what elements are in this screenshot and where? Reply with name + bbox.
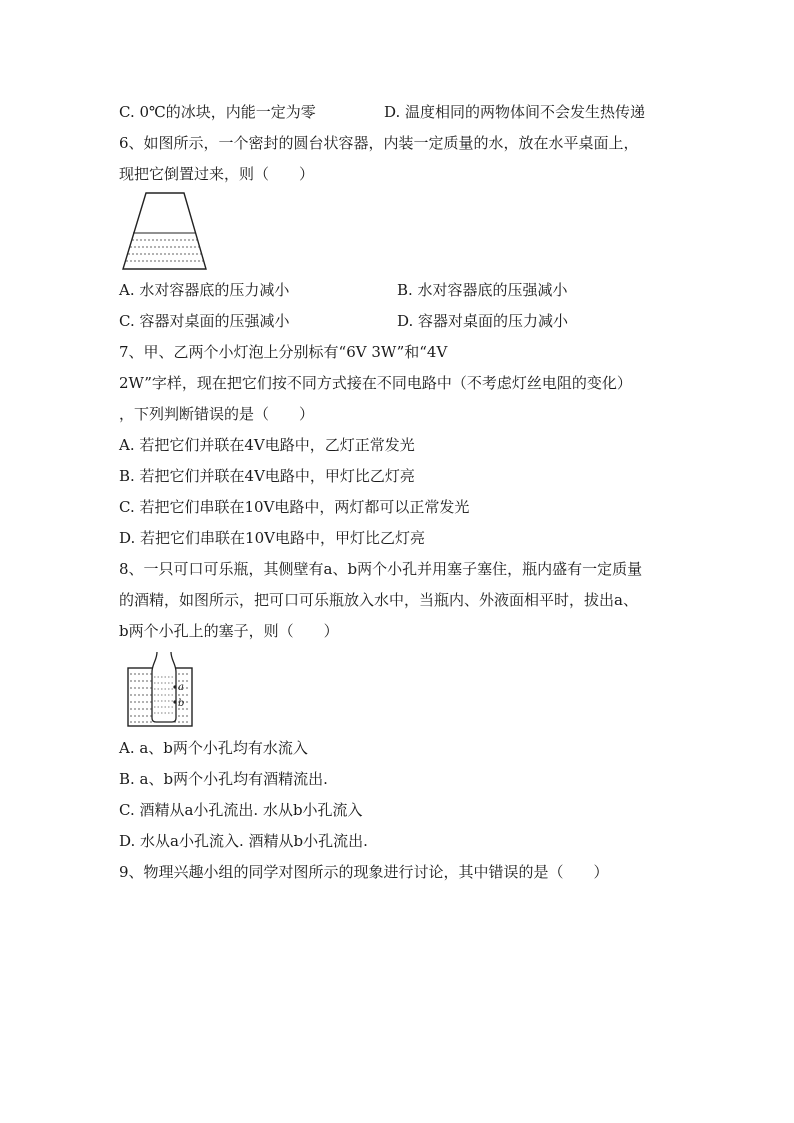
q8-stem-line3: b两个小孔上的塞子，则（ ）: [119, 622, 339, 640]
q8-stem-line2: 的酒精，如图所示，把可口可乐瓶放入水中，当瓶内、外液面相平时，拔出a、: [119, 591, 638, 609]
q8-option-b: B. a、b两个小孔均有酒精流出.: [119, 770, 328, 788]
q8-hole-a-label: a: [178, 682, 184, 693]
q5-option-c: C. 0℃的冰块，内能一定为零: [119, 103, 316, 121]
q5-option-d: D. 温度相同的两物体间不会发生热传递: [384, 103, 646, 121]
q6-stem-line2: 现把它倒置过来，则（ ）: [119, 165, 315, 183]
q8-option-a: A. a、b两个小孔均有水流入: [119, 739, 308, 757]
q6-option-d: D. 容器对桌面的压力减小: [397, 312, 569, 330]
q7-option-c: C. 若把它们串联在10V电路中，两灯都可以正常发光: [119, 498, 470, 516]
q8-bottle-in-water-figure: [124, 650, 196, 728]
q6-option-b: B. 水对容器底的压强减小: [397, 281, 568, 299]
q9-stem-line1: 9、物理兴趣小组的同学对图所示的现象进行讨论，其中错误的是（ ）: [119, 863, 609, 881]
q6-option-a: A. 水对容器底的压力减小: [119, 281, 290, 299]
q6-option-c: C. 容器对桌面的压强减小: [119, 312, 290, 330]
q8-option-d: D. 水从a小孔流入. 酒精从b小孔流出.: [119, 832, 368, 850]
q7-option-b: B. 若把它们并联在4V电路中，甲灯比乙灯亮: [119, 467, 415, 485]
q7-option-a: A. 若把它们并联在4V电路中，乙灯正常发光: [119, 436, 415, 454]
q7-stem-line2: 2W”字样，现在把它们按不同方式接在不同电路中（不考虑灯丝电阻的变化）: [119, 374, 632, 392]
q7-stem-line3: ，下列判断错误的是（ ）: [119, 405, 315, 423]
q6-frustum-container-figure: [119, 190, 209, 272]
q6-stem-line1: 6、如图所示，一个密封的圆台状容器，内装一定质量的水，放在水平桌面上，: [119, 134, 639, 152]
q7-stem-line1: 7、甲、乙两个小灯泡上分别标有“6V 3W”和“4V: [119, 343, 448, 361]
q7-option-d: D. 若把它们串联在10V电路中，甲灯比乙灯亮: [119, 529, 425, 547]
q8-option-c: C. 酒精从a小孔流出. 水从b小孔流入: [119, 801, 363, 819]
q8-stem-line1: 8、一只可口可乐瓶，其侧壁有a、b两个小孔并用塞子塞住，瓶内盛有一定质量: [119, 560, 643, 578]
q8-hole-b-label: b: [178, 698, 185, 709]
